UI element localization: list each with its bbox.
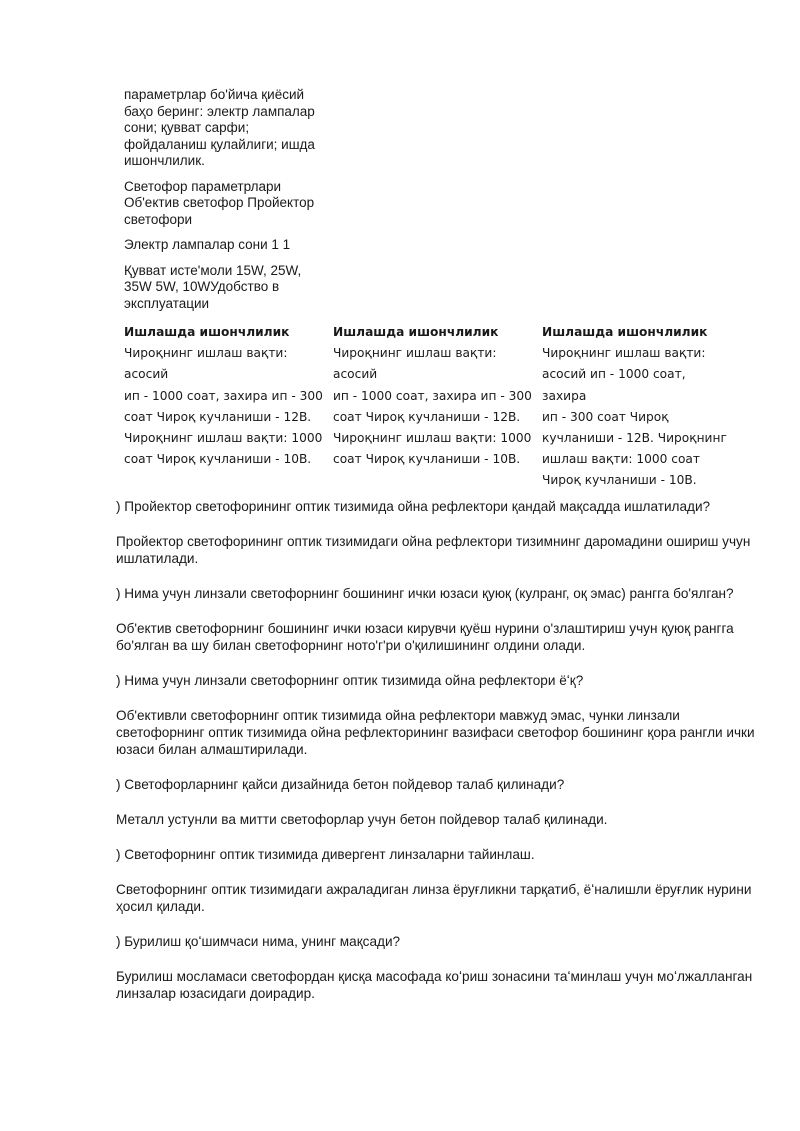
table-column-2 bbox=[333, 322, 542, 492]
question-reflector-purpose: ) Пройектор светофорининг оптик тизимида ойна рефлектори қандай мақсадда ишлатилади? bbox=[116, 499, 711, 514]
answer-dark-interior: Об'ектив светофорнинг бошининг ички юзаси кирувчи қуёш нурини о'злаштириш учун қуюқ рангга бо'ялган ва шу билан светофорнинг ното'г'ри о'қилишининг олдини олади. bbox=[116, 621, 734, 653]
table-cell-line: Чироқнинг ишлаш вақти: bbox=[542, 346, 706, 361]
table-cell-line: кучланиши - 12В. Чироқнинг bbox=[542, 431, 727, 446]
table-cell-line: ип - 300 соат Чироқ bbox=[542, 409, 669, 424]
answer-turning-attachment: Бурилиш мосламаси светофордан қисқа масофада коʻриш зонасини таʻминлаш учун моʻлжалланган линзалар юзасидаги доирадир. bbox=[116, 969, 753, 1001]
question-divergent-lens: ) Светофорнинг оптик тизимида дивергент линзаларни тайинлаш. bbox=[116, 847, 535, 862]
paragraph-lamp-count: Электр лампалар сони 1 1 bbox=[124, 237, 291, 252]
table-cell-line: соат Чироқ кучланиши - 10В. bbox=[124, 452, 312, 467]
answer-reflector-purpose: Пройектор светофорининг оптик тизимидаги ойна рефлектори тизимнинг даромадини ошириш учун ишлатилади. bbox=[116, 534, 751, 566]
table-cell-line: Чироқнинг ишлаш вақти: асосий bbox=[124, 346, 288, 382]
paragraph-evaluation-criteria: параметрлар бо'йича қиёсий баҳо беринг: электр лампалар сони; қувват сарфи; фойдаланиш қулайлиги; ишда ишончлилик. bbox=[124, 87, 315, 168]
question-concrete-foundation: ) Светофорларнинг қайси дизайнида бетон пойдевор талаб қилинади? bbox=[116, 777, 565, 792]
paragraph-power-consumption: Қувват исте'моли 15W, 25W, 35W 5W, 10WУдобство в эксплуатации bbox=[124, 262, 302, 311]
table-cell-line: Чироқ кучланиши - 10В. bbox=[542, 473, 697, 488]
reliability-table bbox=[124, 322, 744, 492]
table-cell-line: ип - 1000 соат, захира ип - 300 bbox=[124, 388, 323, 403]
table-cell-line: ишлаш вақти: 1000 соат bbox=[542, 452, 700, 467]
table-cell-line: соат Чироқ кучланиши - 10В. bbox=[333, 452, 521, 467]
paragraph-traffic-light-parameters: Светофор параметрлари Об'ектив светофор Пройектор светофори bbox=[124, 178, 315, 227]
table-column-1 bbox=[124, 322, 333, 492]
table-cell-line: соат Чироқ кучланиши - 12В. bbox=[124, 409, 312, 424]
answer-no-reflector: Об'ективли светофорнинг оптик тизимида ойна рефлектори мавжуд эмас, чунки линзали светофорнинг оптик тизимида ойна рефлекторининг вазифаси светофор бошининг қора рангли ички юзаси билан алмаштирилади. bbox=[116, 708, 755, 757]
answer-divergent-lens: Светофорнинг оптик тизимидаги ажраладиган линза ёруғликни тарқатиб, ёʻналишли ёруғлик нурини ҳосил қилади. bbox=[116, 882, 752, 914]
question-turning-attachment: ) Бурилиш қоʻшимчаси нима, унинг мақсади? bbox=[116, 934, 401, 949]
table-cell-line: ип - 1000 соат, захира ип - 300 bbox=[333, 388, 532, 403]
table-cell-line: соат Чироқ кучланиши - 12В. bbox=[333, 409, 521, 424]
table-header: Ишлашда ишончлилик bbox=[333, 325, 499, 339]
question-dark-interior: ) Нима учун линзали светофорнинг бошининг ички юзаси қуюқ (кулранг, оқ эмас) рангга бо'ялган? bbox=[116, 586, 734, 601]
questions-answers-section bbox=[116, 498, 756, 1020]
table-cell-line: Чироқнинг ишлаш вақти: асосий bbox=[333, 346, 497, 382]
question-no-reflector: ) Нима учун линзали светофорнинг оптик тизимида ойна рефлектори ёʻқ? bbox=[116, 673, 584, 688]
table-header: Ишлашда ишончлилик bbox=[542, 325, 708, 339]
parameters-text-block bbox=[124, 87, 339, 321]
table-header: Ишлашда ишончлилик bbox=[124, 325, 290, 339]
table-cell-line: асосий ип - 1000 соат, захира bbox=[542, 367, 686, 403]
table-cell-line: Чироқнинг ишлаш вақти: 1000 bbox=[124, 431, 323, 446]
table-cell-line: Чироқнинг ишлаш вақти: 1000 bbox=[333, 431, 532, 446]
answer-concrete-foundation: Металл устунли ва митти светофорлар учун бетон пойдевор талаб қилинади. bbox=[116, 812, 608, 827]
table-column-3 bbox=[542, 322, 732, 492]
